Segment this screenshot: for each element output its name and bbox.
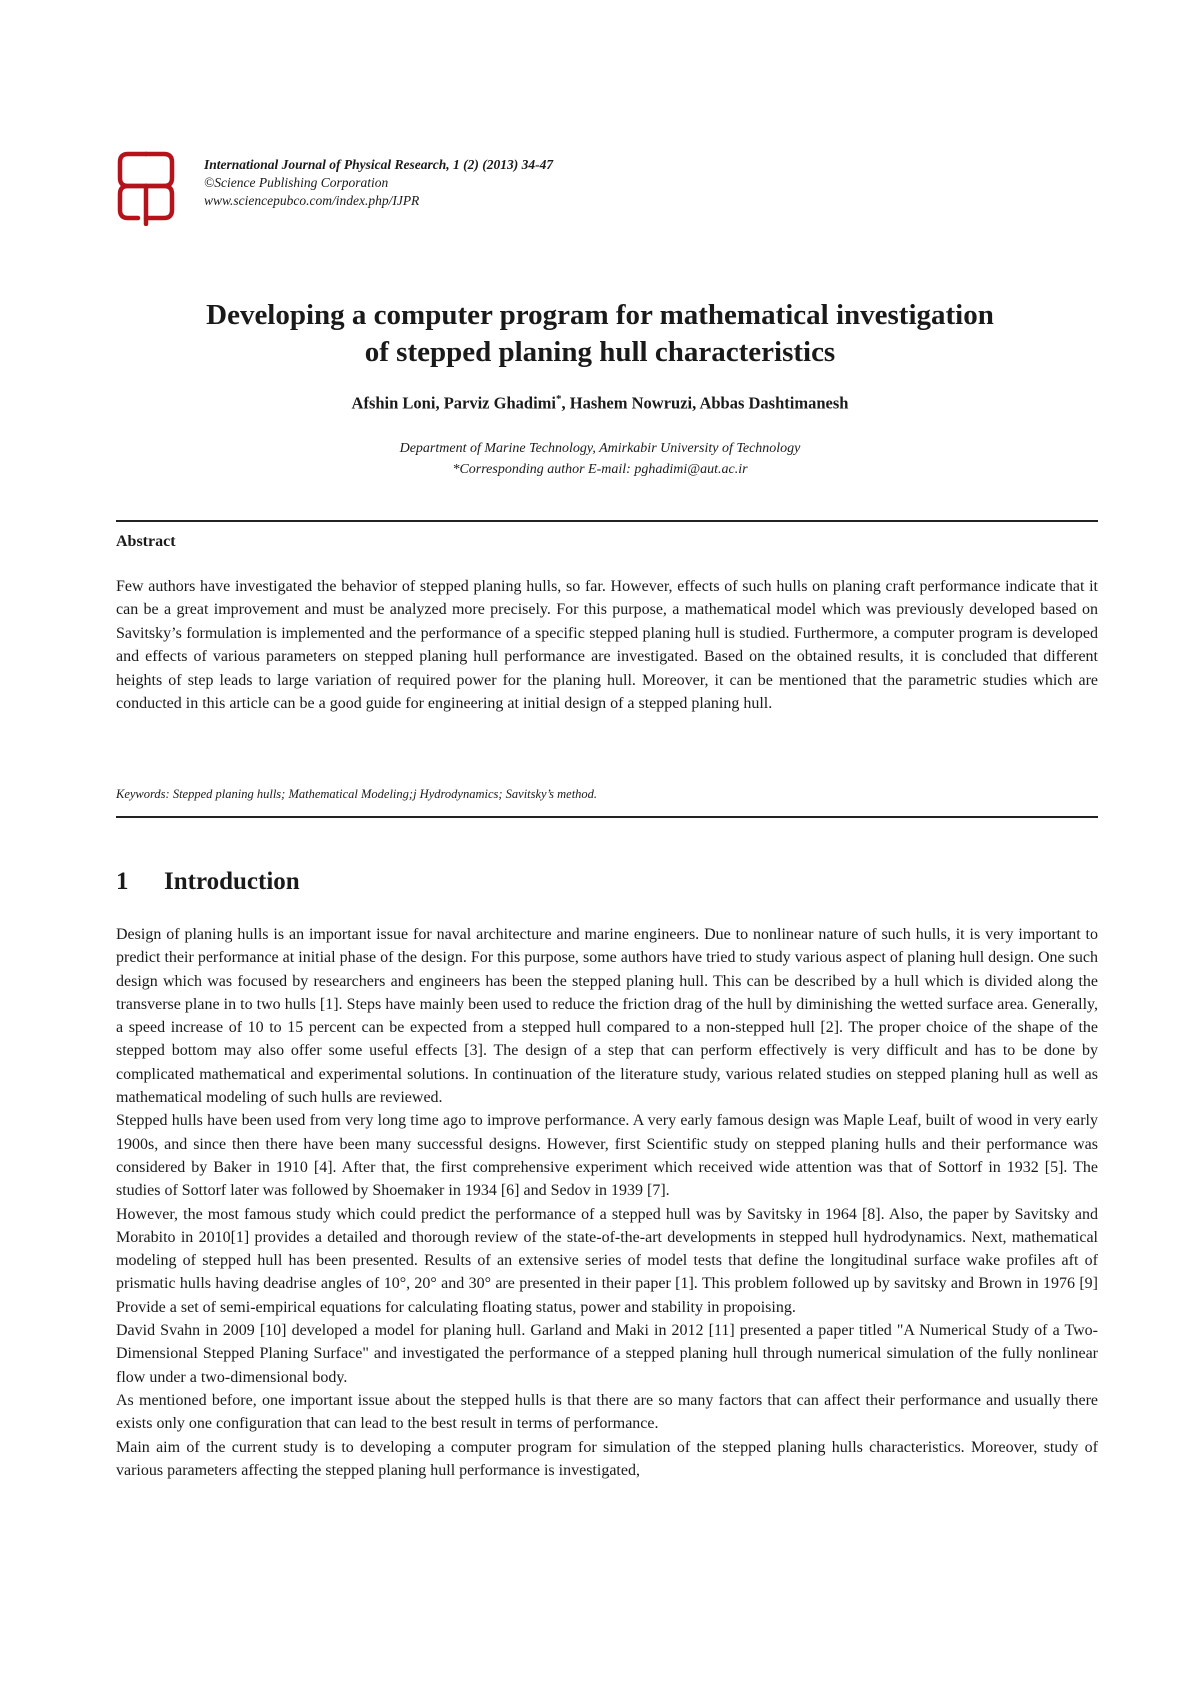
paragraph: Main aim of the current study is to developing a computer program for simulation of the stepped planing hulls characteristics. Moreover, study of various parameters affecting the stepped planing hull performance is investigated,	[116, 1438, 1098, 1479]
title-line-2: of stepped planing hull characteristics	[364, 336, 836, 368]
affiliation-department: Department of Marine Technology, Amirkabir University of Technology	[399, 441, 801, 456]
introduction-body	[116, 923, 1098, 1482]
abstract-text: Few authors have investigated the behavior of stepped planing hulls, so far. However, effects of such hulls on planing craft performance indicate that it can be a great improvement and must be analyzed more precisely. For this purpose, a mathematical model which was previously developed based on Savitsky’s formulation is implemented and the performance of a specific stepped planing hull is studied. Furthermore, a computer program is developed and effects of various parameters on stepped planing hull performance are investigated. Based on the obtained results, it is concluded that different heights of step leads to large variation of required power for the planing hull. Moreover, it can be mentioned that the parametric studies which are conducted in this article can be a good guide for engineering at initial design of a stepped planing hull.	[116, 578, 1098, 713]
section-title: Introduction	[164, 868, 300, 895]
publisher-logo	[116, 150, 176, 226]
journal-citation: International Journal of Physical Research, 1 (2) (2013) 34-47	[204, 157, 554, 172]
journal-info	[204, 156, 553, 210]
authors-part-1: Afshin Loni, Parviz Ghadimi	[351, 393, 556, 413]
section-number: 1	[116, 868, 129, 895]
journal-url[interactable]: www.sciencepubco.com/index.php/IJPR	[204, 193, 420, 208]
paragraph: Stepped hulls have been used from very long time ago to improve performance. A very early famous design was Maple Leaf, built of wood in very early 1900s, and since then there have been many successful designs. However, first Scientific study on stepped planing hulls and their performance was considered by Baker in 1910 [4]. After that, the first comprehensive experiment which received wide attention was that of Sottorf in 1932 [5]. The studies of Sottorf later was followed by Shoemaker in 1934 [6] and Sedov in 1939 [7].	[116, 1112, 1098, 1200]
keywords-label: Keywords	[116, 787, 166, 801]
section-heading-introduction	[116, 868, 300, 896]
affiliation-block	[100, 438, 1100, 480]
author-list	[100, 393, 1100, 414]
authors-part-2: , Hashem Nowruzi, Abbas Dashtimanesh	[561, 393, 849, 413]
abstract-top-rule	[116, 520, 1098, 522]
corresponding-author-email: *Corresponding author E-mail: pghadimi@aut.ac.ir	[452, 462, 748, 477]
publisher-line: ©Science Publishing Corporation	[204, 175, 389, 190]
paragraph: As mentioned before, one important issue about the stepped hulls is that there are so many factors that can affect their performance and usually there exists only one configuration that can lead to the best result in terms of performance.	[116, 1391, 1098, 1433]
paragraph: However, the most famous study which could predict the performance of a stepped hull was by Savitsky in 1964 [8]. Also, the paper by Savitsky and Morabito in 2010[1] provides a detailed and thorough review of the state-of-the-art developments in stepped hull hydrodynamics. Next, mathematical modeling of stepped hull has been presented. Results of an extensive series of model tests that define the longitudinal surface wake profiles aft of prismatic hulls having deadrise angles of 10°, 20° and 30° are presented in their paper [1]. This problem followed up by savitsky and Brown in 1976 [9] Provide a set of semi-empirical equations for calculating floating status, power and stability in propoising.	[116, 1205, 1098, 1316]
paper-title	[100, 297, 1100, 371]
paragraph: Design of planing hulls is an important issue for naval architecture and marine engineers. Due to nonlinear nature of such hulls, it is very important to predict their performance at initial phase of the design. For this purpose, some authors have tried to study various aspect of planing hull design. One such design which was focused by researchers and engineers has been the stepped planing hull. This can be described by a hull which is divided along the transverse plane in to two hulls [1]. Steps have mainly been used to reduce the friction drag of the hull by diminishing the wetted surface area. Generally, a speed increase of 10 to 15 percent can be expected from a stepped hull compared to a non-stepped hull [2]. The proper choice of the shape of the stepped bottom may also offer some useful effects [3]. The design of a step that can perform effectively is very difficult and has to be done by complicated mathematical and experimental solutions. In continuation of the literature study, various related studies on stepped planing hull as well as mathematical modeling of such hulls are reviewed.	[116, 926, 1098, 1107]
abstract-heading: Abstract	[116, 533, 176, 550]
paragraph: David Svahn in 2009 [10] developed a model for planing hull. Garland and Maki in 2012 [11] presented a paper titled "A Numerical Study of a Two-Dimensional Stepped Planing Surface" and investigated the performance of a stepped planing hull through numerical simulation of the fully nonlinear flow under a two-dimensional body.	[116, 1322, 1098, 1386]
corresponding-star: *	[555, 393, 562, 405]
keywords-line	[116, 787, 1098, 802]
journal-header	[116, 150, 816, 230]
abstract-bottom-rule	[116, 816, 1098, 818]
keywords-list: : Stepped planing hulls; Mathematical Modeling;j Hydrodynamics; Savitsky’s method.	[165, 787, 598, 801]
title-line-1: Developing a computer program for mathematical investigation	[206, 299, 994, 331]
